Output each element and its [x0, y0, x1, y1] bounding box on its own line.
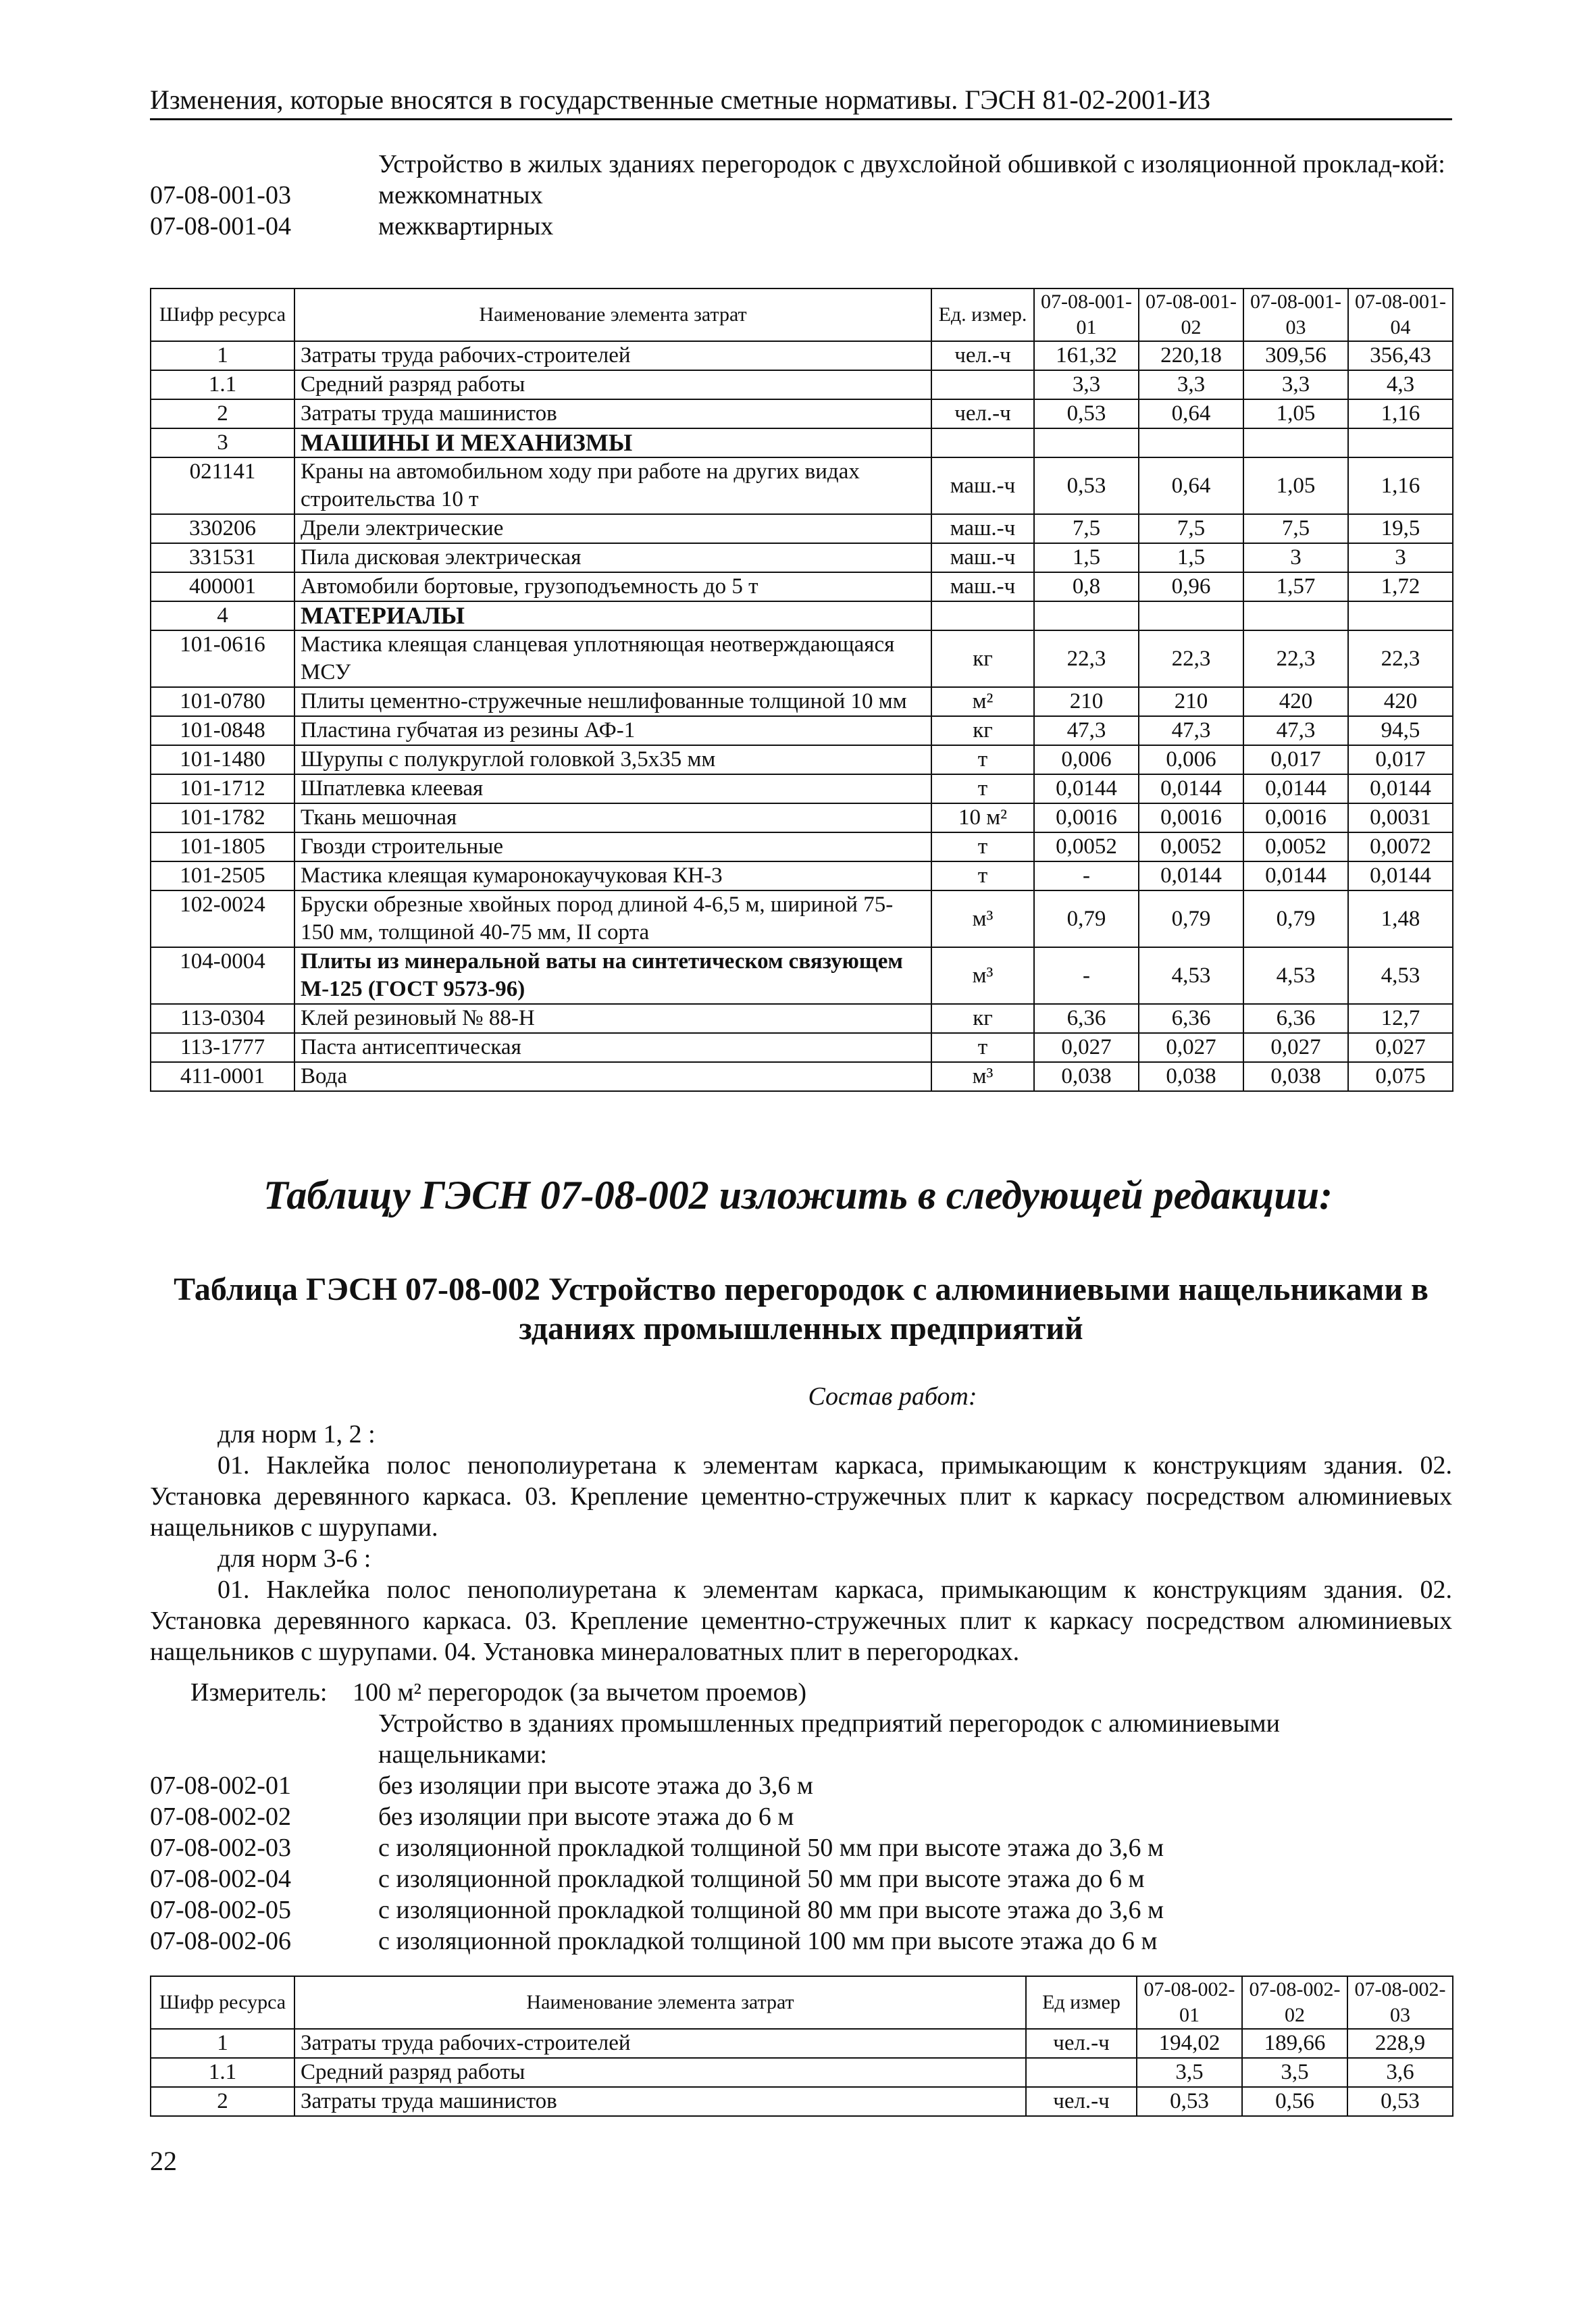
table-row — [151, 745, 1453, 774]
header-name: Наименование элемента затрат — [294, 288, 931, 341]
header-name: Наименование элемента затрат — [294, 1976, 1026, 2029]
value-cell: 4,53 — [1243, 947, 1348, 1004]
resource-name-cell: Затраты труда рабочих-строителей — [294, 2029, 1026, 2058]
table-row — [151, 861, 1453, 890]
table-row — [151, 572, 1453, 601]
value-cell: 0,79 — [1139, 890, 1243, 947]
norm-text: с изоляционной прокладкой толщиной 100 мм при высоте этажа до 6 м — [378, 1927, 1158, 1955]
resource-name-cell: Плиты цементно-стружечные нешлифованные толщиной 10 мм — [294, 687, 931, 716]
table-row — [151, 2029, 1453, 2058]
value-cell: 3 — [1243, 543, 1348, 572]
value-cell: 0,0052 — [1139, 832, 1243, 861]
measure-value: 100 м² перегородок (за вычетом проемов) — [353, 1678, 807, 1707]
value-cell: - — [1034, 861, 1139, 890]
unit-cell: м² — [931, 687, 1034, 716]
unit-cell: кг — [931, 716, 1034, 745]
edition-notice: Таблицу ГЭСН 07-08-002 изложить в следующей редакции: — [263, 1173, 1333, 1217]
norm-text: без изоляции при высоте этажа до 3,6 м — [378, 1771, 813, 1800]
value-cell: 0,79 — [1243, 890, 1348, 947]
table-row — [151, 687, 1453, 716]
value-cell — [1243, 601, 1348, 630]
resource-code-cell: 1 — [151, 341, 294, 370]
resource-name-cell: Шурупы с полукруглой головкой 3,5х35 мм — [294, 745, 931, 774]
value-cell: 0,017 — [1348, 745, 1453, 774]
resource-name-cell: Мастика клеящая кумаронокаучуковая КН-3 — [294, 861, 931, 890]
unit-cell: чел.-ч — [1026, 2029, 1137, 2058]
resource-code-cell: 1.1 — [151, 2058, 294, 2087]
header-col-3: 07-08-001-03 — [1243, 288, 1348, 341]
intro-description: Устройство в жилых зданиях перегородок с двухслойной обшивкой с изоляционной проклад-кой: — [378, 150, 1445, 178]
resource-code-cell: 101-1712 — [151, 774, 294, 803]
value-cell: 228,9 — [1347, 2029, 1453, 2058]
unit-cell: маш.-ч — [931, 543, 1034, 572]
value-cell: 22,3 — [1034, 630, 1139, 687]
norm-code: 07-08-002-02 — [150, 1803, 291, 1831]
value-cell: 0,0031 — [1348, 803, 1453, 832]
header-code: Шифр ресурса — [151, 1976, 294, 2029]
value-cell: 0,017 — [1243, 745, 1348, 774]
resource-name-cell: Пила дисковая электрическая — [294, 543, 931, 572]
resource-code-cell: 101-2505 — [151, 861, 294, 890]
resource-code-cell: 101-0780 — [151, 687, 294, 716]
norm-code: 07-08-002-05 — [150, 1896, 291, 1924]
value-cell: 210 — [1139, 687, 1243, 716]
measure-description: Устройство в зданиях промышленных предприятий перегородок с алюминиевыми нащельниками: — [378, 1709, 1280, 1769]
resource-code-cell: 101-1782 — [151, 803, 294, 832]
measure-code-row — [150, 1770, 1452, 1801]
value-cell — [1034, 601, 1139, 630]
unit-cell: маш.-ч — [931, 457, 1034, 514]
intro-block — [150, 149, 1452, 242]
value-cell: 3,3 — [1034, 370, 1139, 399]
page-number: 22 — [150, 2146, 177, 2176]
value-cell: 0,027 — [1034, 1033, 1139, 1062]
value-cell: 3,5 — [1242, 2058, 1347, 2087]
value-cell: 0,8 — [1034, 572, 1139, 601]
value-cell — [1139, 428, 1243, 457]
value-cell: 210 — [1034, 687, 1139, 716]
value-cell: 0,53 — [1347, 2087, 1453, 2116]
unit-cell — [931, 601, 1034, 630]
norm-text: межкомнатных — [378, 181, 543, 209]
measure-code-row — [150, 1832, 1452, 1863]
value-cell: 420 — [1348, 687, 1453, 716]
value-cell: 0,64 — [1139, 399, 1243, 428]
unit-cell: т — [931, 832, 1034, 861]
resource-code-cell: 331531 — [151, 543, 294, 572]
value-cell: 0,0016 — [1243, 803, 1348, 832]
value-cell: 94,5 — [1348, 716, 1453, 745]
resource-name-cell: Бруски обрезные хвойных пород длиной 4-6,5 м, шириной 75-150 мм, толщиной 40-75 мм, II сорта — [294, 890, 931, 947]
resource-code-cell: 021141 — [151, 457, 294, 514]
value-cell: 1,5 — [1034, 543, 1139, 572]
table-row — [151, 2087, 1453, 2116]
value-cell: 1,05 — [1243, 457, 1348, 514]
unit-cell: 10 м² — [931, 803, 1034, 832]
value-cell: 356,43 — [1348, 341, 1453, 370]
table-row — [151, 890, 1453, 947]
norm-code: 07-08-001-03 — [150, 181, 291, 209]
unit-cell: т — [931, 745, 1034, 774]
resource-name-cell: МАТЕРИАЛЫ — [294, 601, 931, 630]
unit-cell: чел.-ч — [931, 399, 1034, 428]
norms-3-6-label: для норм 3-6 : — [217, 1544, 371, 1573]
table-header-row — [151, 288, 1453, 341]
table-row — [151, 630, 1453, 687]
resource-name-cell: Мастика клеящая сланцевая уплотняющая неотверждающаяся МСУ — [294, 630, 931, 687]
value-cell: 0,006 — [1139, 745, 1243, 774]
value-cell: 6,36 — [1243, 1004, 1348, 1033]
value-cell: 1,16 — [1348, 399, 1453, 428]
table-row — [151, 341, 1453, 370]
value-cell: 194,02 — [1137, 2029, 1242, 2058]
resource-name-cell: Затраты труда машинистов — [294, 399, 931, 428]
resource-code-cell: 113-1777 — [151, 1033, 294, 1062]
norms-1-2-label: для норм 1, 2 : — [217, 1420, 376, 1449]
value-cell: 7,5 — [1034, 514, 1139, 543]
unit-cell: маш.-ч — [931, 514, 1034, 543]
value-cell: 22,3 — [1243, 630, 1348, 687]
resource-name-cell: Затраты труда машинистов — [294, 2087, 1026, 2116]
header-col-4: 07-08-001-04 — [1348, 288, 1453, 341]
resource-code-cell: 3 — [151, 428, 294, 457]
header-unit: Ед измер — [1026, 1976, 1137, 2029]
value-cell: 0,0144 — [1034, 774, 1139, 803]
unit-cell: м³ — [931, 1062, 1034, 1091]
value-cell: 0,027 — [1243, 1033, 1348, 1062]
value-cell: 0,006 — [1034, 745, 1139, 774]
unit-cell: м³ — [931, 890, 1034, 947]
table-row — [151, 803, 1453, 832]
value-cell: 0,64 — [1139, 457, 1243, 514]
unit-cell: кг — [931, 1004, 1034, 1033]
value-cell — [1348, 601, 1453, 630]
value-cell: 0,038 — [1034, 1062, 1139, 1091]
measure-block — [150, 1677, 1452, 1957]
table-header-row — [151, 1976, 1453, 2029]
resource-name-cell: Ткань мешочная — [294, 803, 931, 832]
resource-name-cell: МАШИНЫ И МЕХАНИЗМЫ — [294, 428, 931, 457]
table-row — [151, 543, 1453, 572]
value-cell: 0,56 — [1242, 2087, 1347, 2116]
norm-code: 07-08-002-06 — [150, 1927, 291, 1955]
unit-cell: кг — [931, 630, 1034, 687]
resource-name-cell: Затраты труда рабочих-строителей — [294, 341, 931, 370]
resource-name-cell: Пластина губчатая из резины АФ-1 — [294, 716, 931, 745]
value-cell: 3,5 — [1137, 2058, 1242, 2087]
page-header: Изменения, которые вносятся в государственные сметные нормативы. ГЭСН 81-02-2001-ИЗ — [150, 84, 1452, 120]
measure-label: Измеритель: — [190, 1678, 328, 1707]
value-cell: 3,6 — [1347, 2058, 1453, 2087]
value-cell: 0,0144 — [1243, 774, 1348, 803]
resource-table-07-08-002 — [150, 1976, 1453, 2117]
table-row — [151, 514, 1453, 543]
value-cell: 1,48 — [1348, 890, 1453, 947]
works-title: Состав работ: — [808, 1382, 977, 1411]
value-cell: 7,5 — [1139, 514, 1243, 543]
resource-name-cell: Краны на автомобильном ходу при работе на других видах строительства 10 т — [294, 457, 931, 514]
value-cell: 22,3 — [1139, 630, 1243, 687]
norm-code: 07-08-002-01 — [150, 1771, 291, 1800]
header-code: Шифр ресурса — [151, 288, 294, 341]
resource-code-cell: 113-0304 — [151, 1004, 294, 1033]
value-cell: 0,53 — [1034, 457, 1139, 514]
table-title: Таблица ГЭСН 07-08-002 Устройство перегородок с алюминиевыми нащельниками в зданиях промышленных предприятий — [174, 1272, 1428, 1347]
table-row — [151, 1033, 1453, 1062]
resource-code-cell: 102-0024 — [151, 890, 294, 947]
header-col-3: 07-08-002-03 — [1347, 1976, 1453, 2029]
value-cell: 189,66 — [1242, 2029, 1347, 2058]
resource-name-cell: Плиты из минеральной ваты на синтетическом связующем М-125 (ГОСТ 9573-96) — [294, 947, 931, 1004]
value-cell: 0,0072 — [1348, 832, 1453, 861]
table-row — [151, 774, 1453, 803]
value-cell: 0,0052 — [1243, 832, 1348, 861]
value-cell: 4,53 — [1348, 947, 1453, 1004]
header-col-1: 07-08-001-01 — [1034, 288, 1139, 341]
unit-cell: т — [931, 1033, 1034, 1062]
norms-3-6-text: 01. Наклейка полос пенополиуретана к элементам каркаса, примыкающим к конструкциям здания. 02. Установка деревянного каркаса. 03. Крепление цементно-стружечных плит к каркасу посредством алюминиевых нащельников с шурупами. 04. Установка минераловатных плит в перегородках. — [150, 1576, 1452, 1666]
value-cell: 220,18 — [1139, 341, 1243, 370]
value-cell: 4,3 — [1348, 370, 1453, 399]
table-row — [151, 457, 1453, 514]
resource-code-cell: 101-0848 — [151, 716, 294, 745]
resource-code-cell: 400001 — [151, 572, 294, 601]
value-cell: 1,57 — [1243, 572, 1348, 601]
value-cell — [1348, 428, 1453, 457]
value-cell: 0,075 — [1348, 1062, 1453, 1091]
table-row — [151, 370, 1453, 399]
table-row — [151, 1062, 1453, 1091]
resource-code-cell: 1.1 — [151, 370, 294, 399]
intro-code-row — [150, 211, 1452, 242]
value-cell: - — [1034, 947, 1139, 1004]
value-cell: 0,0016 — [1034, 803, 1139, 832]
resource-name-cell: Шпатлевка клеевая — [294, 774, 931, 803]
table-row — [151, 947, 1453, 1004]
value-cell: 0,038 — [1139, 1062, 1243, 1091]
resource-name-cell: Паста антисептическая — [294, 1033, 931, 1062]
value-cell: 0,53 — [1137, 2087, 1242, 2116]
value-cell: 0,0144 — [1139, 861, 1243, 890]
unit-cell: т — [931, 861, 1034, 890]
value-cell: 0,79 — [1034, 890, 1139, 947]
value-cell: 7,5 — [1243, 514, 1348, 543]
value-cell: 6,36 — [1139, 1004, 1243, 1033]
value-cell — [1139, 601, 1243, 630]
value-cell: 0,027 — [1139, 1033, 1243, 1062]
value-cell: 0,53 — [1034, 399, 1139, 428]
value-cell: 0,027 — [1348, 1033, 1453, 1062]
value-cell: 3 — [1348, 543, 1453, 572]
intro-code-row — [150, 180, 1452, 211]
resource-code-cell: 2 — [151, 399, 294, 428]
value-cell: 4,53 — [1139, 947, 1243, 1004]
value-cell: 12,7 — [1348, 1004, 1453, 1033]
resource-code-cell: 411-0001 — [151, 1062, 294, 1091]
resource-code-cell: 2 — [151, 2087, 294, 2116]
measure-row — [150, 1677, 1452, 1708]
value-cell: 1,16 — [1348, 457, 1453, 514]
measure-code-row — [150, 1894, 1452, 1926]
value-cell: 0,038 — [1243, 1062, 1348, 1091]
resource-code-cell: 1 — [151, 2029, 294, 2058]
value-cell: 0,96 — [1139, 572, 1243, 601]
header-col-1: 07-08-002-01 — [1137, 1976, 1242, 2029]
measure-code-row — [150, 1926, 1452, 1957]
resource-code-cell: 101-0616 — [151, 630, 294, 687]
unit-cell — [931, 370, 1034, 399]
value-cell: 47,3 — [1139, 716, 1243, 745]
resource-name-cell: Вода — [294, 1062, 931, 1091]
norms-1-2-text: 01. Наклейка полос пенополиуретана к элементам каркаса, примыкающим к конструкциям здания. 02. Установка деревянного каркаса. 03. Крепление цементно-стружечных плит к каркасу посредством алюминиевых нащельников с шурупами. — [150, 1451, 1452, 1542]
norm-text: с изоляционной прокладкой толщиной 50 мм при высоте этажа до 3,6 м — [378, 1834, 1164, 1862]
value-cell: 1,72 — [1348, 572, 1453, 601]
value-cell: 6,36 — [1034, 1004, 1139, 1033]
resource-code-cell: 104-0004 — [151, 947, 294, 1004]
value-cell: 22,3 — [1348, 630, 1453, 687]
resource-table-07-08-001 — [150, 288, 1453, 1092]
value-cell: 3,3 — [1243, 370, 1348, 399]
works-composition — [150, 1419, 1452, 1667]
value-cell: 1,5 — [1139, 543, 1243, 572]
resource-name-cell: Клей резиновый № 88-Н — [294, 1004, 931, 1033]
table-body — [151, 341, 1453, 1091]
unit-cell: чел.-ч — [931, 341, 1034, 370]
value-cell: 0,0144 — [1348, 774, 1453, 803]
measure-code-row — [150, 1801, 1452, 1832]
resource-code-cell: 330206 — [151, 514, 294, 543]
value-cell: 0,0144 — [1348, 861, 1453, 890]
table-row — [151, 832, 1453, 861]
table-row — [151, 716, 1453, 745]
unit-cell — [931, 428, 1034, 457]
unit-cell: маш.-ч — [931, 572, 1034, 601]
value-cell: 0,0016 — [1139, 803, 1243, 832]
unit-cell: м³ — [931, 947, 1034, 1004]
value-cell: 47,3 — [1243, 716, 1348, 745]
resource-name-cell: Средний разряд работы — [294, 2058, 1026, 2087]
value-cell — [1034, 428, 1139, 457]
norm-text: без изоляции при высоте этажа до 6 м — [378, 1803, 794, 1831]
resource-code-cell: 101-1480 — [151, 745, 294, 774]
value-cell: 19,5 — [1348, 514, 1453, 543]
resource-name-cell: Гвозди строительные — [294, 832, 931, 861]
table-row — [151, 1004, 1453, 1033]
value-cell: 0,0052 — [1034, 832, 1139, 861]
resource-name-cell: Средний разряд работы — [294, 370, 931, 399]
resource-code-cell: 4 — [151, 601, 294, 630]
value-cell: 3,3 — [1139, 370, 1243, 399]
resource-name-cell: Автомобили бортовые, грузоподъемность до 5 т — [294, 572, 931, 601]
norm-text: с изоляционной прокладкой толщиной 80 мм при высоте этажа до 3,6 м — [378, 1896, 1164, 1924]
norm-text: межквартирных — [378, 212, 554, 241]
resource-code-cell: 101-1805 — [151, 832, 294, 861]
unit-cell: чел.-ч — [1026, 2087, 1137, 2116]
table-row — [151, 399, 1453, 428]
header-col-2: 07-08-001-02 — [1139, 288, 1243, 341]
section-row — [151, 428, 1453, 457]
unit-cell — [1026, 2058, 1137, 2087]
table-body — [151, 2029, 1453, 2116]
norm-code: 07-08-001-04 — [150, 212, 291, 241]
header-col-2: 07-08-002-02 — [1242, 1976, 1347, 2029]
section-row — [151, 601, 1453, 630]
norm-text: с изоляционной прокладкой толщиной 50 мм при высоте этажа до 6 м — [378, 1865, 1145, 1893]
value-cell: 47,3 — [1034, 716, 1139, 745]
value-cell: 161,32 — [1034, 341, 1139, 370]
value-cell: 0,0144 — [1139, 774, 1243, 803]
header-unit: Ед. измер. — [931, 288, 1034, 341]
value-cell: 0,0144 — [1243, 861, 1348, 890]
measure-code-row — [150, 1863, 1452, 1894]
value-cell: 1,05 — [1243, 399, 1348, 428]
unit-cell: т — [931, 774, 1034, 803]
value-cell — [1243, 428, 1348, 457]
table-row — [151, 2058, 1453, 2087]
value-cell: 420 — [1243, 687, 1348, 716]
resource-name-cell: Дрели электрические — [294, 514, 931, 543]
norm-code: 07-08-002-03 — [150, 1834, 291, 1862]
norm-code: 07-08-002-04 — [150, 1865, 291, 1893]
value-cell: 309,56 — [1243, 341, 1348, 370]
